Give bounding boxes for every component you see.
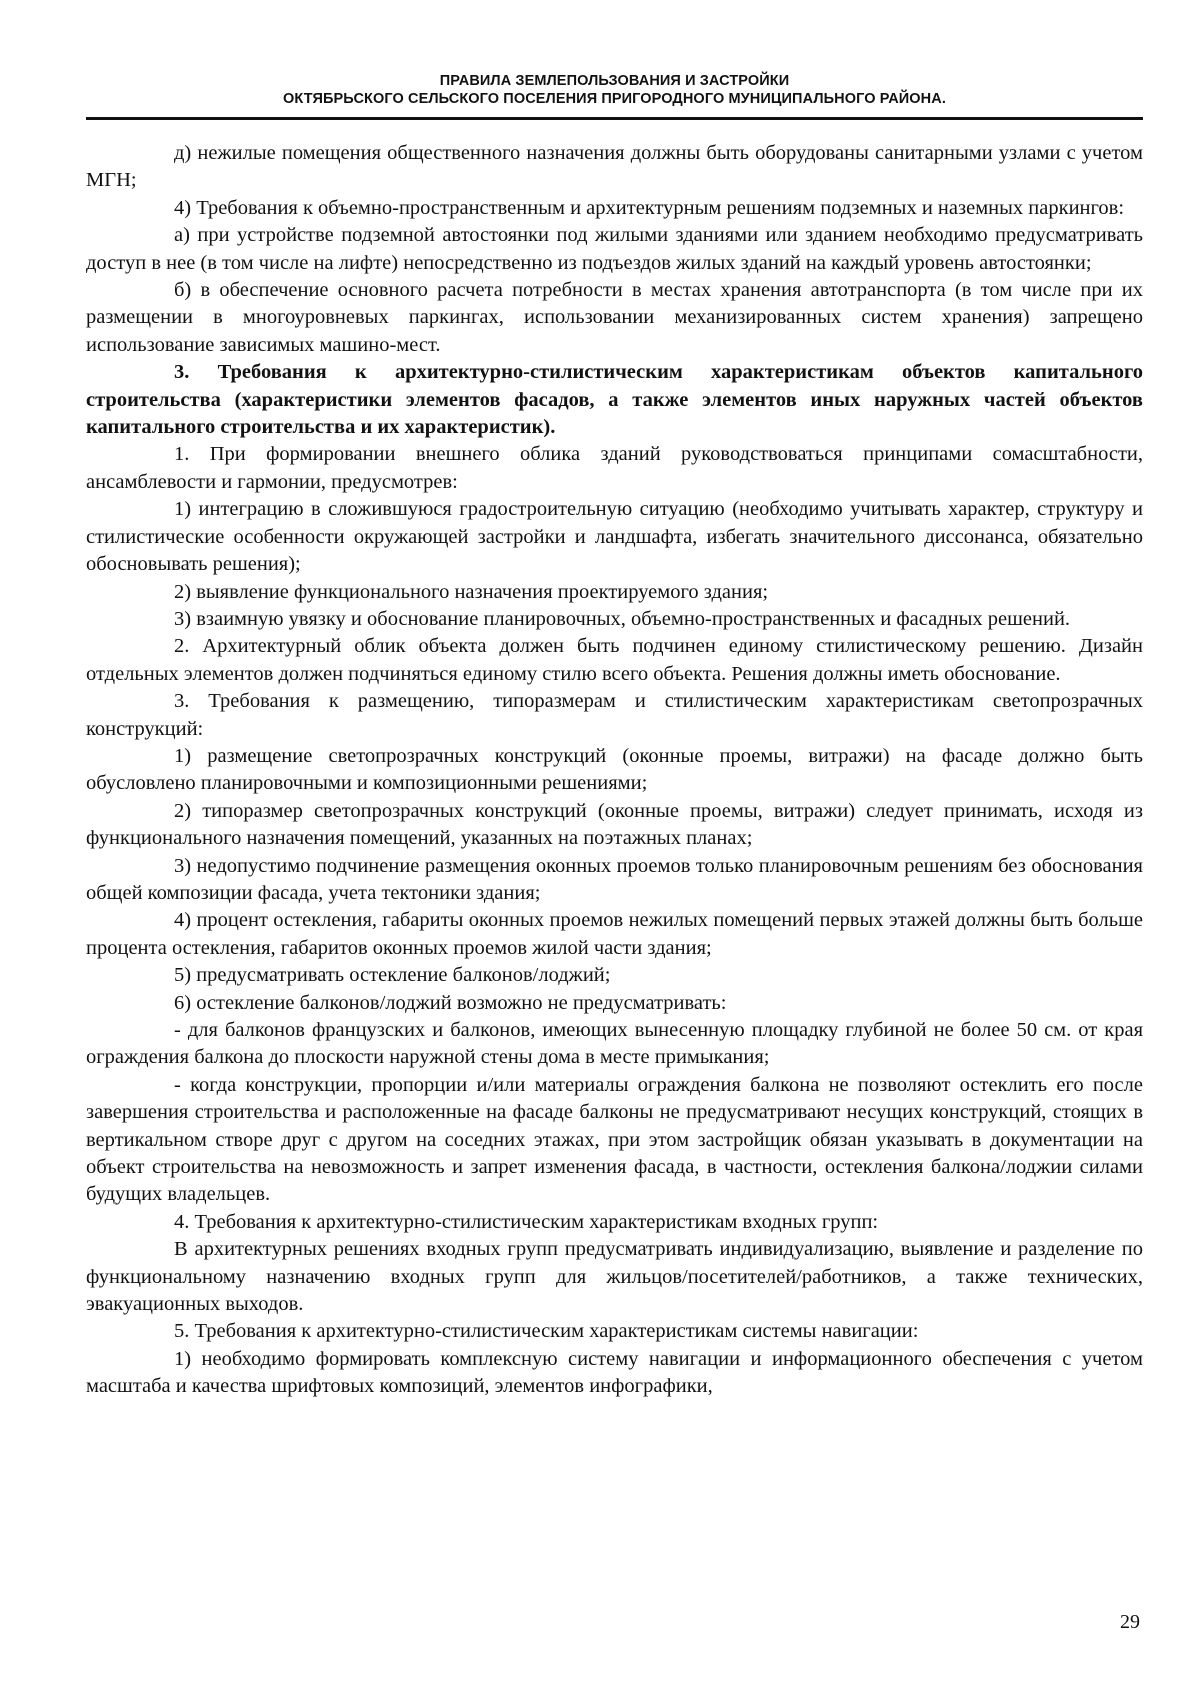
paragraph: 6) остекление балконов/лоджий возможно не предусматривать: — [174, 991, 727, 1014]
header-line-1: ПРАВИЛА ЗЕМЛЕПОЛЬЗОВАНИЯ И ЗАСТРОЙКИ — [439, 73, 790, 89]
paragraph: 3) взаимную увязку и обоснование планировочных, объемно-пространственных и фасадных решений. — [174, 607, 1071, 630]
paragraph: 1. При формировании внешнего облика зданий руководствоваться принципами сомасштабности, ансамблевости и гармонии, предусмотрев: — [86, 443, 1143, 493]
paragraph: 1) размещение светопрозрачных конструкций (оконные проемы, витражи) на фасаде должно быть обусловлено планировочными и композиционными решениями; — [86, 744, 1143, 795]
paragraph: 5. Требования к архитектурно-стилистическим характеристикам системы навигации: — [174, 1320, 919, 1343]
paragraph: 3. Требования к размещению, типоразмерам и стилистическим характеристикам светопрозрачных конструкций: — [86, 690, 1143, 740]
running-header — [86, 72, 1143, 108]
paragraph: - когда конструкции, пропорции и/или материалы ограждения балкона не позволяют остеклить его после завершения строительства и расположенные на фасаде балконы не предусматривают несущих конструкций, стоящих в вертикальном створе друг с другом на соседних этажах, при этом застройщик обязан указывать в документации на объект строительства на невозможность и запрет изменения фасада, в частности, остекления балкона/лоджии силами будущих владельцев. — [86, 1073, 1143, 1206]
paragraph: - для балконов французских и балконов, имеющих вынесенную площадку глубиной не более 50 см. от края ограждения балкона до плоскости наружной стены дома в месте примыкания; — [86, 1019, 1143, 1069]
paragraph: 2) выявление функционального назначения проектируемого здания; — [174, 580, 769, 603]
paragraph: 3) недопустимо подчинение размещения оконных проемов только планировочным решениям без обоснования общей композиции фасада, учета тектоники здания; — [86, 854, 1143, 904]
paragraph: д) нежилые помещения общественного назначения должны быть оборудованы санитарными узлами с учетом МГН; — [86, 142, 1143, 192]
section-heading: 3. Требования к архитектурно-стилистическим характеристикам объектов капитального строительства (характеристики элементов фасадов, а также элементов иных наружных частей объектов капитального строительства и их характеристик). — [86, 361, 1143, 439]
paragraph: 5) предусматривать остекление балконов/лоджий; — [174, 964, 611, 987]
page-number: 29 — [1120, 1611, 1140, 1633]
paragraph: В архитектурных решениях входных групп предусматривать индивидуализацию, выявление и разделение по функциональному назначению входных групп для жильцов/посетителей/работников, а также технических, эвакуационных выходов. — [86, 1238, 1143, 1316]
paragraph: а) при устройстве подземной автостоянки под жилыми зданиями или зданием необходимо предусматривать доступ в нее (в том числе на лифте) непосредственно из подъездов жилых зданий на каждый уровень автостоянки; — [86, 224, 1143, 274]
paragraph: б) в обеспечение основного расчета потребности в местах хранения автотранспорта (в том числе при их размещении в многоуровневых паркингах, использовании механизированных систем хранения) запрещено использование зависимых машино-мест. — [86, 279, 1143, 356]
paragraph: 1) необходимо формировать комплексную систему навигации и информационного обеспечения с учетом масштаба и качества шрифтовых композиций, элементов инфографики, — [86, 1347, 1143, 1398]
paragraph: 4) процент остекления, габариты оконных проемов нежилых помещений первых этажей должны быть больше процента остекления, габаритов оконных проемов жилой части здания; — [86, 909, 1143, 959]
paragraph: 2) типоразмер светопрозрачных конструкций (оконные проемы, витражи) следует принимать, исходя из функционального назначения помещений, указанных на поэтажных планах; — [86, 799, 1143, 850]
header-rule — [86, 117, 1143, 120]
paragraph: 4. Требования к архитектурно-стилистическим характеристикам входных групп: — [174, 1210, 879, 1233]
paragraph: 2. Архитектурный облик объекта должен быть подчинен единому стилистическому решению. Дизайн отдельных элементов должен подчиняться единому стилю всего объекта. Решения должны иметь обоснование. — [86, 635, 1143, 685]
paragraph: 1) интеграцию в сложившуюся градостроительную ситуацию (необходимо учитывать характер, структуру и стилистические особенности окружающей застройки и ландшафта, избегать значительного диссонанса, обязательно обосновывать решения); — [86, 498, 1143, 576]
header-line-2: ОКТЯБРЬСКОГО СЕЛЬСКОГО ПОСЕЛЕНИЯ ПРИГОРОДНОГО МУНИЦИПАЛЬНОГО РАЙОНА. — [283, 91, 946, 107]
paragraph: 4) Требования к объемно-пространственным и архитектурным решениям подземных и наземных паркингов: — [174, 196, 1125, 219]
document-body — [86, 140, 1143, 1401]
